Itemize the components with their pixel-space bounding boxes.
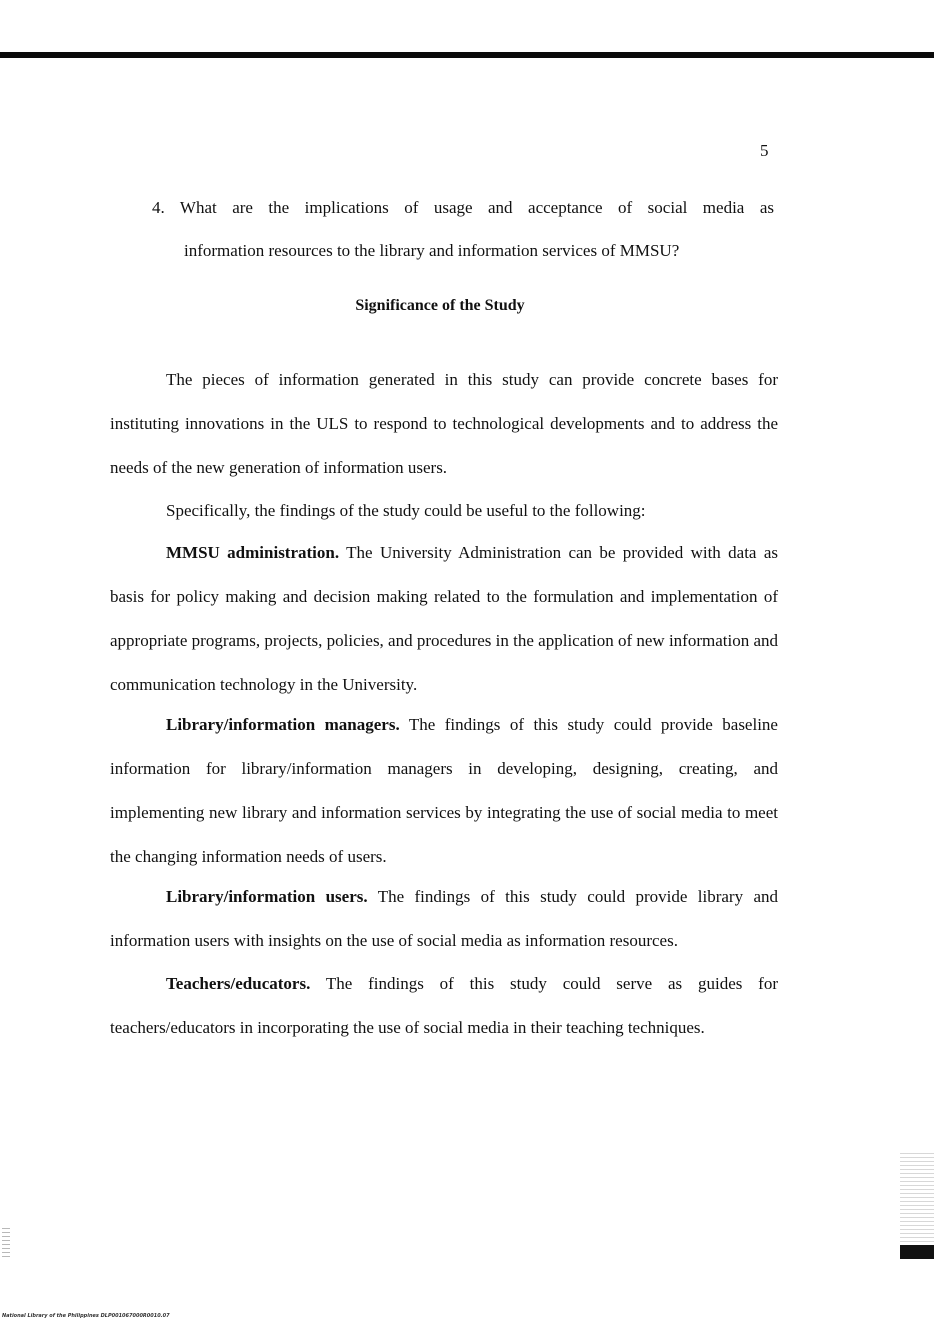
beneficiary-paragraph-administration	[110, 531, 778, 707]
library-watermark: National Library of the Philippines DLP001067000R0010.07	[2, 1313, 170, 1319]
scan-edge-block	[900, 1245, 934, 1259]
lead-in-paragraph: Specifically, the findings of the study could be useful to the following:	[166, 501, 646, 520]
beneficiary-text: The findings of this study could serve as guides for teachers/educators in incorporating the use of social media in their teaching techniques.	[110, 974, 779, 1037]
intro-paragraph: The pieces of information generated in this study can provide concrete bases for instituting innovations in the ULS to respond to technological developments and to address the needs of the new generation of information users.	[110, 370, 778, 477]
scan-top-border	[0, 52, 934, 58]
question-number: 4.	[152, 198, 165, 217]
question-line-1: What are the implications of usage and acceptance of social media as	[179, 198, 774, 217]
beneficiary-text: The findings of this study could provide baseline information for library/information managers in developing, designing, creating, and implementing new library and information services by integrating the use of social media to meet the changing information needs of users.	[110, 715, 778, 866]
beneficiary-text: The findings of this study could provide library and information users with insights on the use of social media as information resources.	[110, 887, 778, 950]
beneficiary-paragraph-teachers	[110, 962, 778, 1050]
page-number: 5	[760, 141, 769, 160]
beneficiary-term: Library/information managers.	[166, 715, 400, 734]
question-second-line: information resources to the library and information services of MMSU?	[184, 241, 680, 260]
beneficiary-term: Library/information users.	[166, 887, 368, 906]
beneficiary-text: The University Administration can be provided with data as basis for policy making and decision making related to the formulation and implementation of appropriate programs, projects, policies, and procedures in the application of new information and communication technology in the University.	[110, 543, 778, 694]
beneficiary-term: MMSU administration.	[166, 543, 340, 562]
beneficiary-term: Teachers/educators.	[166, 974, 311, 993]
beneficiary-paragraph-users	[110, 875, 778, 963]
section-heading: Significance of the Study	[355, 297, 525, 314]
question-first-line	[152, 186, 774, 229]
beneficiary-paragraph-managers	[110, 703, 778, 879]
scan-edge-marks-right	[900, 1150, 934, 1245]
research-question-4	[152, 186, 774, 272]
scan-edge-marks-left	[2, 1225, 10, 1259]
